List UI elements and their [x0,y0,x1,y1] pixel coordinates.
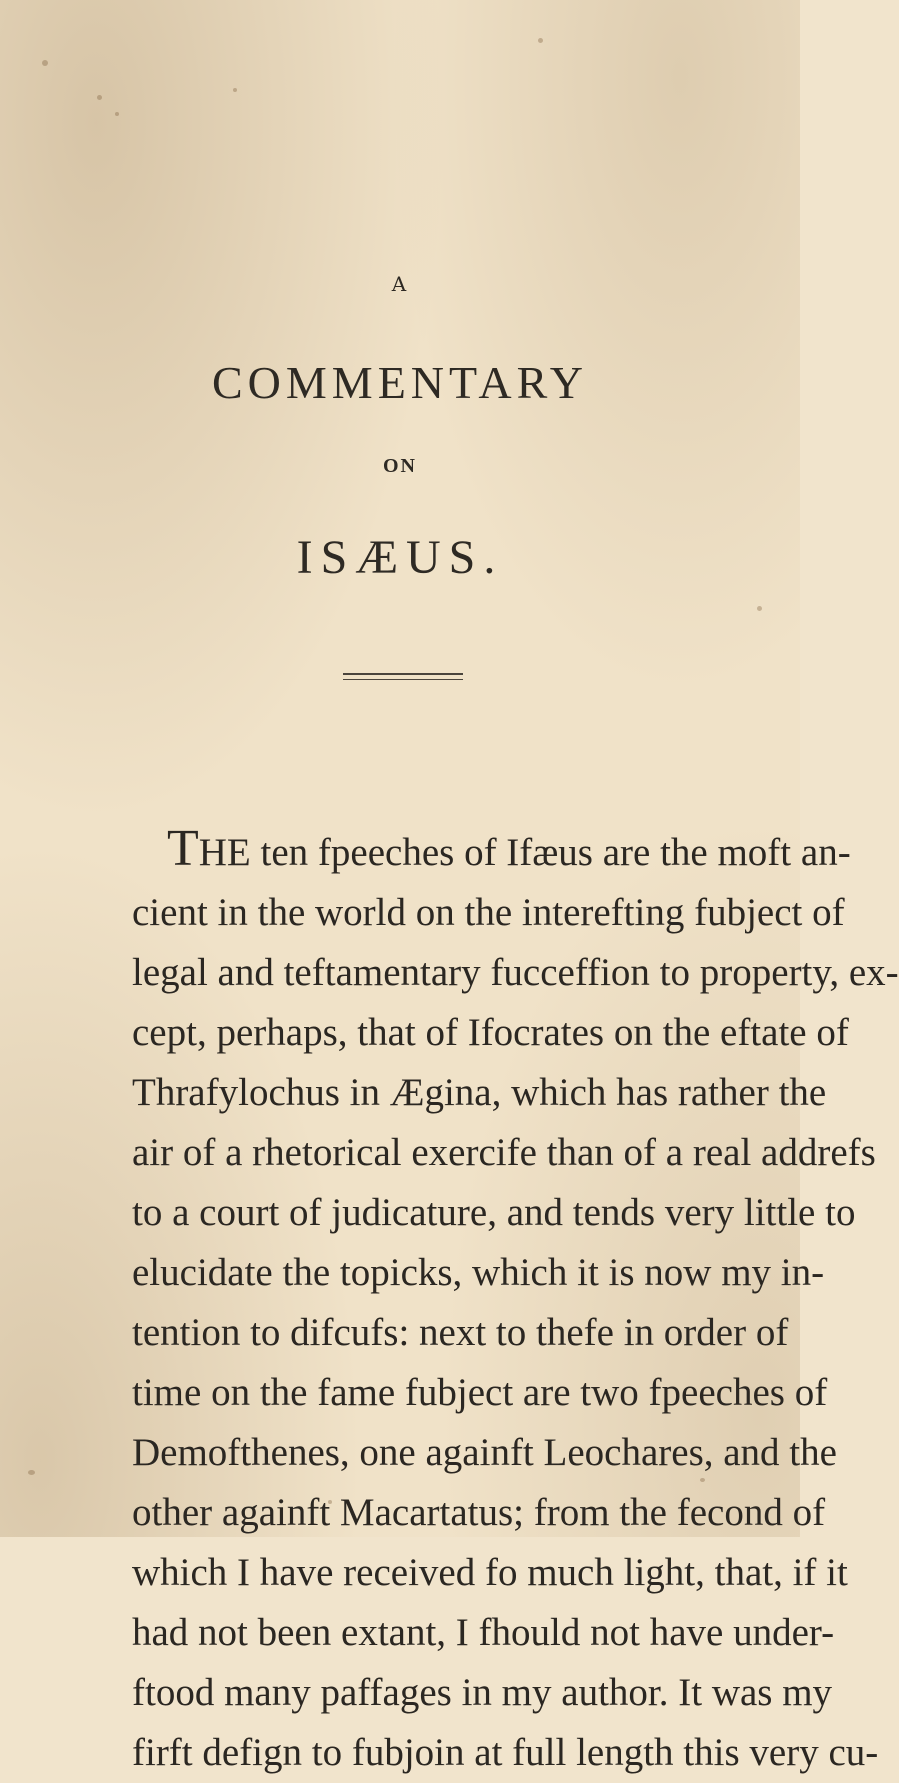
text-line: legal and teftamentary fucceffion to property, ex- [132,951,899,994]
text-line: which I have received fo much light, that, if it [132,1551,848,1594]
text-line: time on the fame fubject are two fpeeches of [132,1371,828,1414]
text-line: cient in the world on the interefting fubject of [132,891,845,934]
foxing-spot [28,1470,35,1475]
foxing-spot [97,95,102,100]
text-line: firft defign to fubjoin at full length this very cu- [132,1731,879,1774]
heading-author-name: ISÆUS. [296,531,504,584]
text-line: ftood many paffages in my author. It was my [132,1671,833,1714]
foxing-spot [757,606,762,611]
ornamental-rule-thin [343,679,463,680]
foxing-spot [538,38,543,43]
foxing-spot [233,88,237,92]
text-line: tention to difcufs: next to thefe in order of [132,1311,789,1354]
heading-article: A [391,272,409,296]
text-line: Demofthenes, one againft Leochares, and the [132,1431,837,1474]
foxing-spot [115,112,119,116]
ornamental-rule [343,673,463,675]
text-line: to a court of judicature, and tends very little to [132,1191,856,1234]
text-line: cept, perhaps, that of Ifocrates on the eftate of [132,1011,849,1054]
drop-cap: T [167,820,199,877]
page-title: COMMENTARY [211,357,589,408]
text-line: other againft Macartatus; from the fecond of [132,1491,826,1534]
text-line: air of a rhetorical exercife than of a real addrefs [132,1131,876,1174]
foxing-spot [42,60,48,66]
body-paragraph [132,820,899,1783]
text-line [167,820,851,883]
first-word-rest: HE [198,831,251,874]
text-line: had not been extant, I fhould not have under- [132,1611,835,1654]
heading-preposition: ON [383,455,417,477]
text-line: Thrafylochus in Ægina, which has rather the [132,1071,827,1114]
text-line: elucidate the topicks, which it is now my in- [132,1251,825,1294]
first-line-text: ten fpeeches of Ifæus are the moft an- [260,831,851,874]
